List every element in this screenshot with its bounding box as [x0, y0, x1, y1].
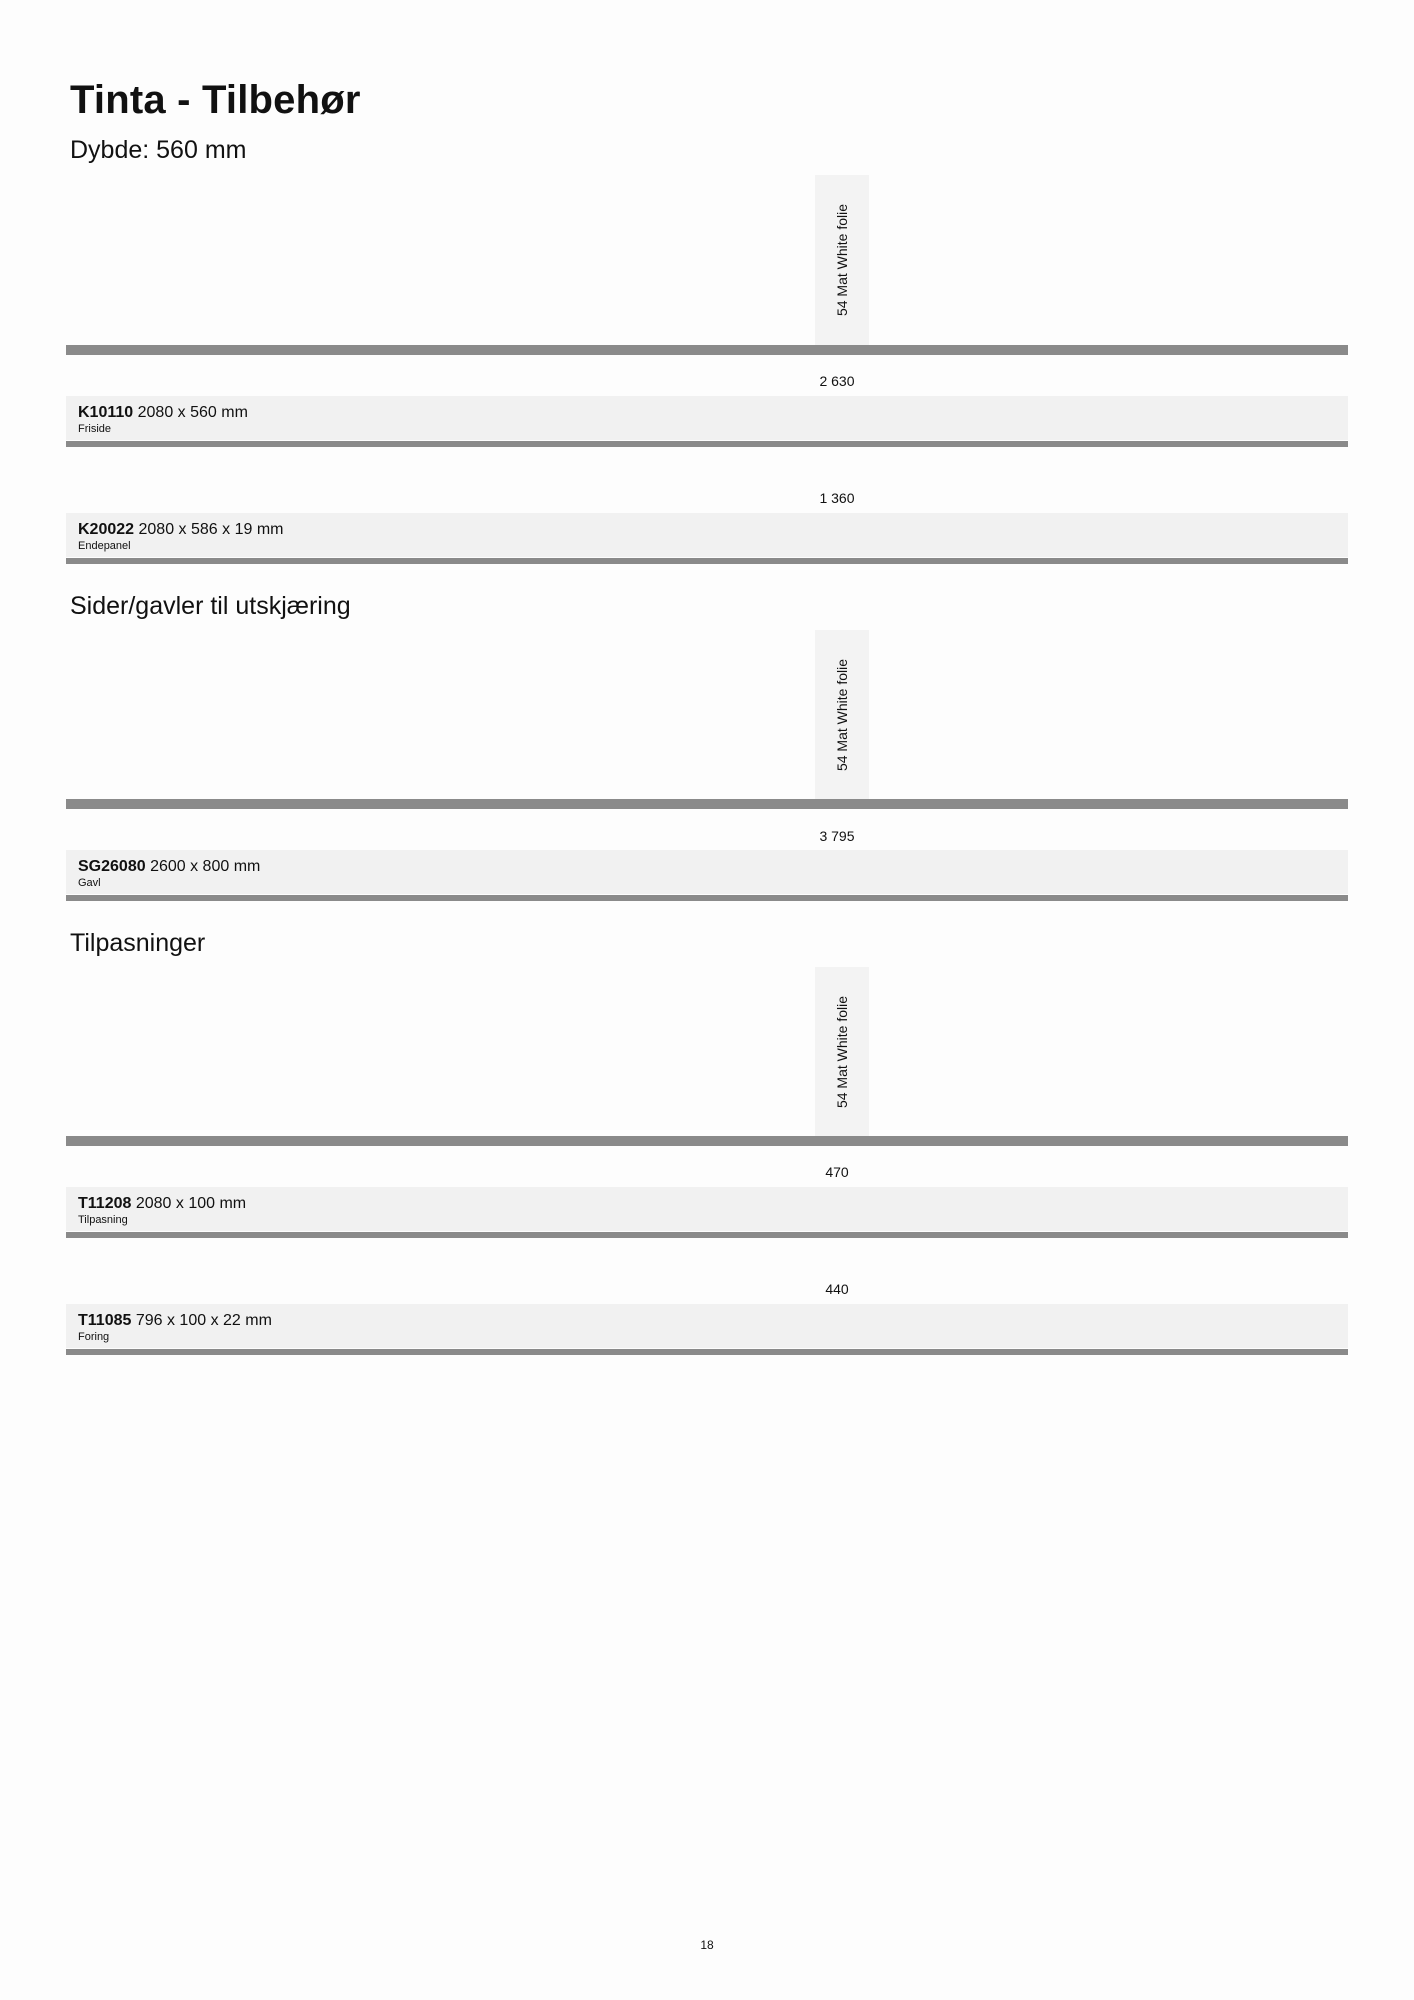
page-number: 18	[700, 1938, 714, 1952]
section-heading: Tilpasninger	[70, 929, 206, 957]
product-price: 3 795	[819, 828, 855, 844]
product-code: K10110	[78, 404, 134, 421]
product-row	[66, 396, 1348, 440]
column-header	[815, 175, 869, 345]
product-price: 470	[825, 1164, 849, 1180]
product-description: Foring	[78, 1331, 110, 1343]
depth-subtitle: Dybde: 560 mm	[70, 136, 247, 164]
section-divider	[66, 1136, 1348, 1146]
product-description: Friside	[78, 423, 112, 435]
product-code: SG26080	[78, 858, 146, 875]
product-description: Tilpasning	[78, 1214, 128, 1226]
product-code: T11085	[78, 1312, 132, 1329]
row-divider	[66, 895, 1348, 901]
product-dimensions: 796 x 100 x 22 mm	[135, 1312, 272, 1329]
product-row	[66, 513, 1348, 557]
product-price: 1 360	[819, 490, 855, 506]
page-title: Tinta - Tilbehør	[70, 78, 361, 122]
product-dimensions: 2080 x 100 mm	[135, 1195, 247, 1212]
product-dimensions: 2600 x 800 mm	[150, 858, 261, 875]
column-header-label: 54 Mat White folie	[834, 995, 850, 1109]
row-divider	[66, 441, 1348, 447]
section-divider	[66, 345, 1348, 355]
section-heading: Sider/gavler til utskjæring	[70, 592, 351, 620]
product-row	[66, 1304, 1348, 1348]
product-description: Endepanel	[78, 540, 131, 552]
product-price: 440	[825, 1281, 849, 1297]
product-code: K20022	[78, 521, 135, 538]
column-header-label: 54 Mat White folie	[834, 203, 850, 317]
product-dimensions: 2080 x 560 mm	[137, 404, 248, 421]
row-divider	[66, 1232, 1348, 1238]
product-price: 2 630	[819, 373, 855, 389]
product-row	[66, 1187, 1348, 1231]
column-header	[815, 967, 869, 1137]
column-header-label: 54 Mat White folie	[834, 658, 850, 772]
product-dimensions: 2080 x 586 x 19 mm	[138, 521, 284, 538]
section-divider	[66, 799, 1348, 809]
product-code: T11208	[78, 1195, 132, 1212]
row-divider	[66, 558, 1348, 564]
product-row	[66, 850, 1348, 894]
column-header	[815, 630, 869, 800]
row-divider	[66, 1349, 1348, 1355]
product-description: Gavl	[78, 877, 101, 889]
